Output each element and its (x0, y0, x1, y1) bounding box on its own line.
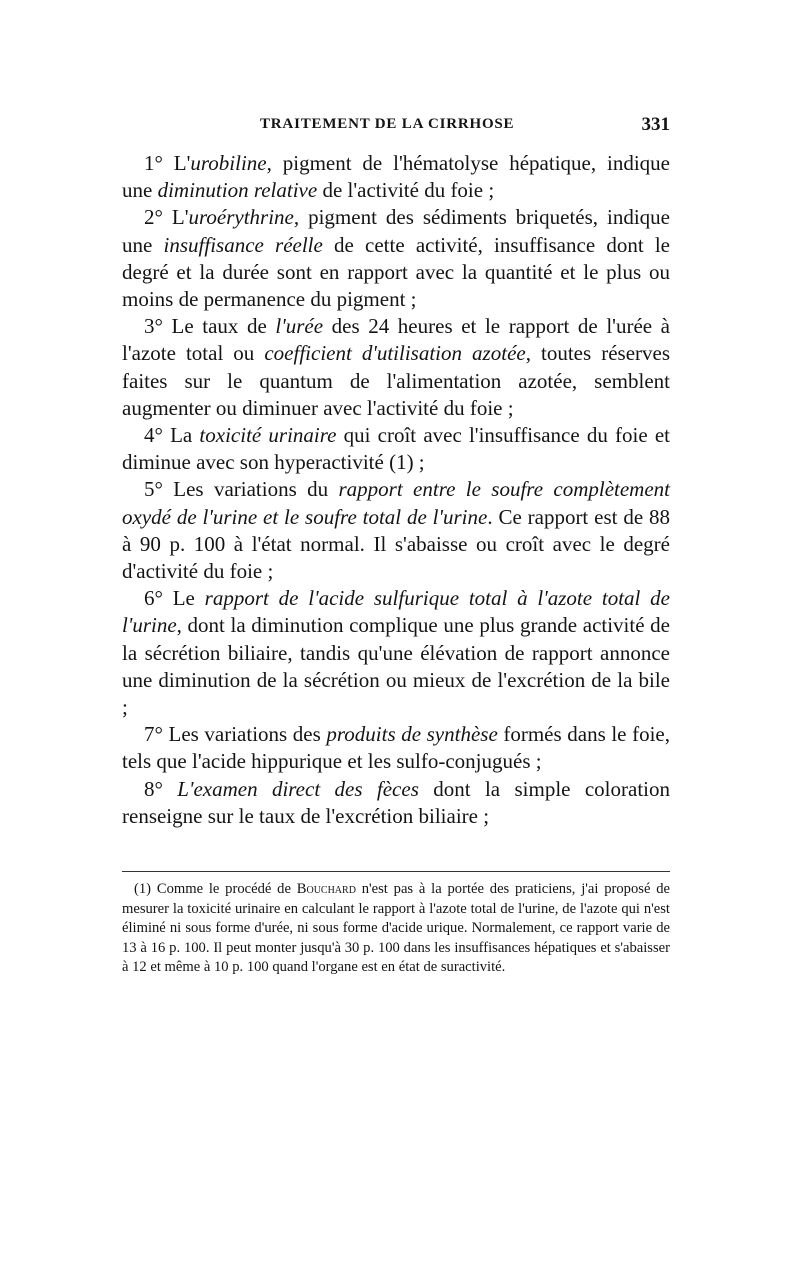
item-number: 6° (144, 586, 163, 611)
list-item: 5° Les variations du rapport entre le soufre complètement oxydé de l'urine et le soufre total de l'urine. Ce rapport est de 88 à 90 p. 100 à l'état normal. Il s'abaisse ou croît avec le degré d'activité du foie ; (122, 477, 670, 584)
list-item: 3° Le taux de l'urée des 24 heures et le rapport de l'urée à l'azote total ou coefficient d'utilisation azotée, toutes réserves faites sur le quantum de l'alimentation azotée, semblent augmenter ou diminuer avec l'activité du foie ; (122, 314, 671, 420)
list-item: 8° L'examen direct des fèces dont la simple coloration renseigne sur le taux de l'excrétion biliaire ; (122, 776, 670, 828)
list-item: 7° Les variations des produits de synthèse formés dans le foie, tels que l'acide hippurique et les sulfo-conjugués ; (122, 722, 670, 774)
footnote-divider (122, 871, 670, 872)
footnote-marker: (1) (134, 881, 152, 897)
list-item: 2° L'uroérythrine, pigment des sédiments briquetés, indique une insuffisance réelle de cette activité, insuffisance dont le degré et la durée sont en rapport avec la quantité et le plus ou moins de permanence du pigment ; (122, 205, 670, 312)
item-number: 7° (144, 722, 163, 747)
item-number: 5° (144, 477, 163, 502)
item-number: 8° (144, 776, 163, 801)
page-header (122, 116, 670, 140)
item-number: 1° (144, 151, 163, 175)
list-item: 1° L'urobiline, pigment de l'hématolyse hépatique, indique une diminution relative de l'activité du foie ; (122, 151, 670, 203)
footnote: (1) Comme le procédé de Bouchard n'est pas à la portée des praticiens, j'ai proposé de mesurer la toxicité urinaire en calculant le rapport à l'azote total de l'urine, de l'azote qui n'est éliminé ni sous forme d'urée, ni sous forme d'acide urique. Normalement, ce rapport varie de 13 à 16 p. 100. Il peut monter jusqu'à 30 p. 100 dans les insuffisances hépatiques et s'abaisser à 12 et même à 10 p. 100 quand l'organe est en état de suractivité. (122, 881, 670, 976)
running-title: TRAITEMENT DE LA CIRRHOSE (260, 116, 515, 132)
item-number: 2° (144, 205, 163, 230)
page-number: 331 (641, 114, 670, 135)
list-item: 6° Le rapport de l'acide sulfurique total à l'azote total de l'urine, dont la diminution complique une plus grande activité de la sécrétion biliaire, tandis qu'une élévation de rapport annonce une diminution de la sécrétion ou mieux de l'excrétion de la bile ; (122, 586, 670, 720)
author-name: Bouchard (296, 881, 356, 897)
list-item: 4° La toxicité urinaire qui croît avec l'insuffisance du foie et diminue avec son hyperactivité (1) ; (122, 423, 671, 475)
item-number: 4° (144, 423, 163, 448)
item-number: 3° (144, 314, 163, 339)
body-text (122, 150, 670, 830)
